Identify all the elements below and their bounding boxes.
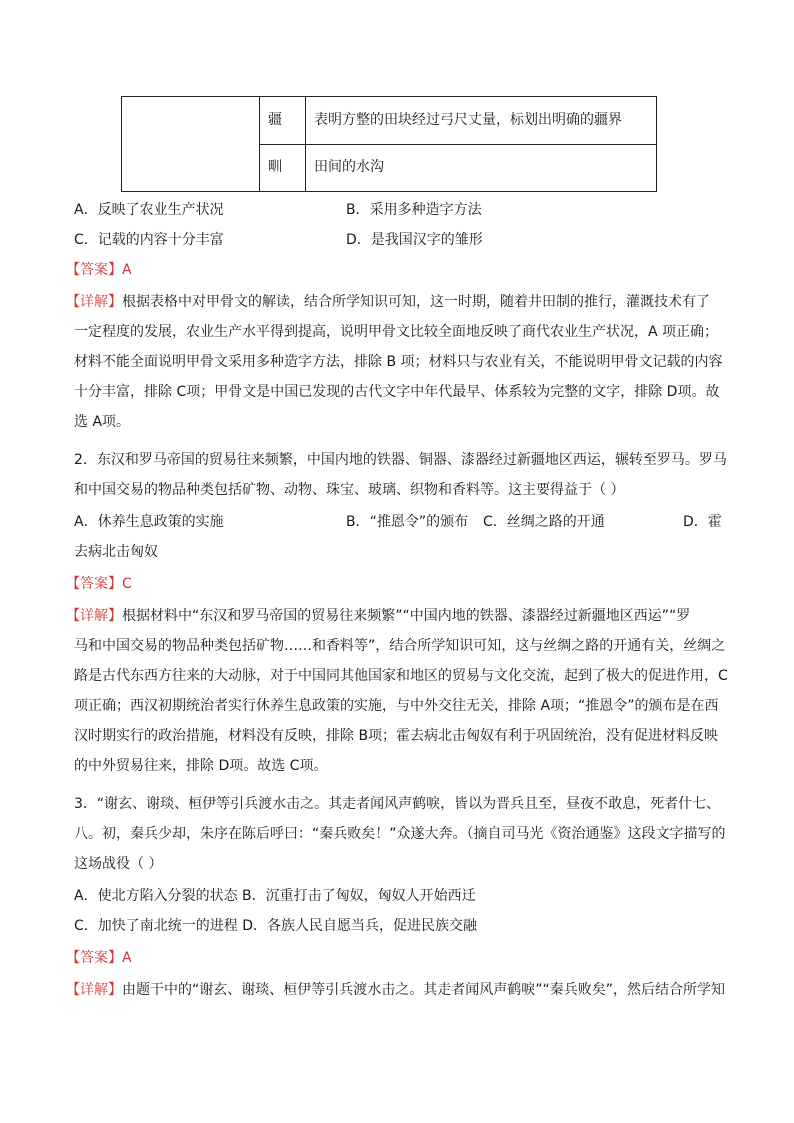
answer-value: A: [122, 262, 132, 278]
detail-text: 根据表格中对甲骨文的解读，结合所学知识可知，这一时期，随着井田制的推行，灌溉技术有了: [122, 294, 710, 310]
answer-tag: 【答案】: [66, 950, 122, 966]
answer-tag: 【答案】: [66, 262, 122, 278]
q1-option-d: D．是我国汉字的雏形: [346, 232, 483, 248]
q1-option-c: C．记载的内容十分丰富: [74, 232, 224, 248]
detail-tag: 【详解】: [66, 982, 122, 998]
q2-detail-line: 的中外贸易往来，排除 D项。故选 C项。: [74, 758, 328, 774]
q2-option-b: B．“推恩令”的颁布: [346, 514, 469, 530]
q1-detail-line: 十分丰富，排除 C项；甲骨文是中国已发现的古代文字中年代最早、体系较为完整的文字，排除 D项。故: [74, 384, 720, 400]
q2-detail-line: [66, 606, 690, 626]
table-cell-meaning: 表明方整的田块经过弓尺丈量，标划出明确的疆界: [314, 112, 622, 128]
q1-option-a: A．反映了农业生产状况: [74, 202, 224, 218]
q3-answer: [66, 948, 132, 968]
answer-tag: 【答案】: [66, 576, 122, 592]
table-divider: [259, 144, 656, 145]
q3-detail-line: [66, 980, 725, 1000]
detail-tag: 【详解】: [66, 294, 122, 310]
q1-option-b: B．采用多种造字方法: [346, 202, 482, 218]
q1-detail-line: 选 A项。: [74, 414, 131, 430]
detail-text: 根据材料中“东汉和罗马帝国的贸易往来频繁”“中国内地的铁器、漆器经过新疆地区西运”“罗: [122, 608, 691, 624]
q2-detail-line: 项正确；西汉初期统治者实行休养生息政策的实施，与中外交往无关，排除 A项；“推恩令”的颁布是在西: [74, 698, 719, 714]
table-cell-char: 疆: [268, 112, 282, 128]
q1-detail-line: 材料不能全面说明甲骨文采用多种造字方法，排除 B 项；材料只与农业有关，不能说明甲骨文记载的内容: [74, 354, 723, 370]
answer-value: C: [122, 576, 132, 592]
q2-detail-line: 路是古代东西方往来的大动脉，对于中国同其他国家和地区的贸易与文化交流，起到了极大的促进作用，C: [74, 668, 728, 684]
q3-stem-line: 这场战役（ ）: [74, 856, 163, 872]
q1-detail-line: [66, 292, 710, 312]
answer-value: A: [122, 950, 132, 966]
table-cell-meaning: 田间的水沟: [314, 159, 384, 175]
q2-stem-line: 和中国交易的物品种类包括矿物、动物、珠宝、玻璃、织物和香料等。这主要得益于（ ）: [74, 482, 625, 498]
oracle-bone-table: [121, 96, 657, 192]
table-cell-char: 甽: [268, 159, 282, 175]
q2-option-a: A．休养生息政策的实施: [74, 514, 224, 530]
detail-tag: 【详解】: [66, 608, 122, 624]
q1-detail-line: 一定程度的发展，农业生产水平得到提高，说明甲骨文比较全面地反映了商代农业生产状况，A 项正确；: [74, 324, 719, 340]
q3-options-cd: C．加快了南北统一的进程 D．各族人民自愿当兵，促进民族交融: [74, 918, 478, 934]
q3-options-ab: A．使北方陷入分裂的状态 B．沉重打击了匈奴，匈奴人开始西迁: [74, 888, 476, 904]
q2-option-d-continued: 去病北击匈奴: [74, 544, 158, 560]
q2-stem-line: 2．东汉和罗马帝国的贸易往来频繁，中国内地的铁器、铜器、漆器经过新疆地区西运，辗转至罗马。罗马: [74, 452, 727, 468]
q2-option-d: D．霍: [683, 514, 722, 530]
q2-answer: [66, 574, 132, 594]
q1-answer: [66, 260, 132, 280]
q2-option-c: C．丝绸之路的开通: [483, 514, 605, 530]
detail-text: 由题干中的“谢玄、谢琰、桓伊等引兵渡水击之。其走者闻风声鹤唳”“秦兵败矣”，然后结合所学知: [122, 982, 726, 998]
q2-detail-line: 汉时期实行的政治措施，材料没有反映，排除 B项；霍去病北击匈奴有利于巩固统治，没有促进材料反映: [74, 728, 719, 744]
q3-stem-line: 八。初，秦兵少却，朱序在陈后呼曰：“秦兵败矣！”众遂大奔。（摘自司马光《资治通鉴》这段文字描写的: [74, 826, 726, 842]
q2-detail-line: 马和中国交易的物品种类包括矿物……和香料等”，结合所学知识可知，这与丝绸之路的开通有关，丝绸之: [74, 638, 726, 654]
q3-stem-line: 3．“谢玄、谢琰、桓伊等引兵渡水击之。其走者闻风声鹤唳，皆以为晋兵且至，昼夜不敢息，死者什七、: [74, 796, 721, 812]
